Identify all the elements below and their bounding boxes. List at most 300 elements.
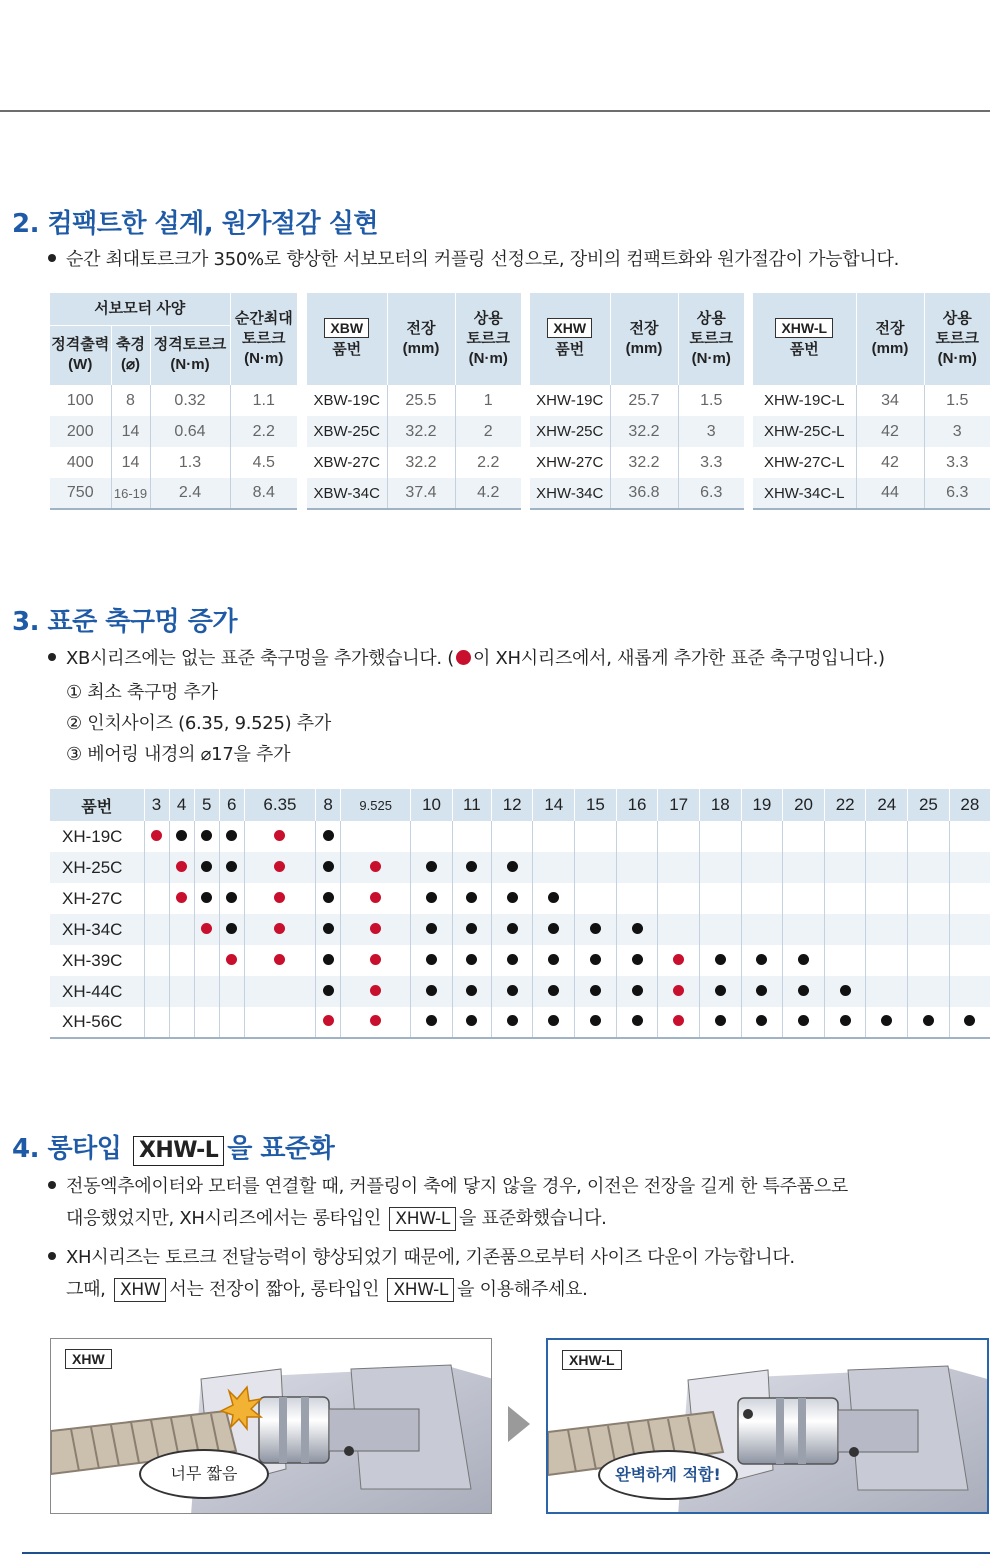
bore-cell (866, 883, 908, 914)
bore-size-header: 25 (908, 789, 950, 821)
bore-size-header: 17 (658, 789, 700, 821)
new-bore-dot-icon (274, 830, 285, 841)
xhw-illustration-panel (50, 1338, 492, 1514)
standard-bore-dot-icon (798, 985, 809, 996)
bore-cell (949, 883, 990, 914)
table-cell: 8.4 (230, 478, 297, 509)
part-number-cell: XBW-27C (307, 447, 387, 478)
standard-bore-dot-icon (715, 1015, 726, 1026)
table-cell: 200 (50, 416, 111, 447)
bore-cell (533, 945, 575, 976)
bore-cell (194, 945, 219, 976)
servo-spec-header: 서보모터 사양 (50, 293, 230, 325)
standard-bore-dot-icon (548, 892, 559, 903)
torque-cell: 3.3 (924, 447, 990, 478)
bore-cell (658, 1007, 700, 1038)
bore-size-header: 6.35 (244, 789, 315, 821)
bore-cell (616, 914, 658, 945)
table-row (50, 416, 297, 447)
new-bore-dot-icon (274, 892, 285, 903)
standard-bore-dot-icon (226, 923, 237, 934)
table-cell: 100 (50, 385, 111, 416)
standard-bore-dot-icon (548, 985, 559, 996)
bore-cell (866, 976, 908, 1007)
bore-size-header: 8 (316, 789, 341, 821)
standard-bore-dot-icon (323, 923, 334, 934)
bore-cell (616, 976, 658, 1007)
bore-size-header: 16 (616, 789, 658, 821)
bore-cell (491, 821, 533, 852)
section-3-item-1: ① 최소 축구멍 추가 (66, 682, 218, 703)
bullet-icon (48, 653, 56, 661)
bore-cell (316, 821, 341, 852)
bore-cell (866, 1007, 908, 1038)
bore-size-header: 20 (783, 789, 825, 821)
section-4-bullet-2: XH시리즈는 토르크 전달능력이 향상되었기 때문에, 기존품으로부터 사이즈 다운이 가능합니다. (48, 1243, 795, 1269)
bore-size-header: 12 (491, 789, 533, 821)
standard-bore-dot-icon (840, 985, 851, 996)
bore-cell (219, 852, 244, 883)
bore-cell (194, 821, 219, 852)
table-row (50, 821, 990, 852)
bore-cell (219, 883, 244, 914)
too-short-bubble: 너무 짧음 (139, 1449, 269, 1499)
bore-cell (741, 821, 783, 852)
bore-size-header: 22 (824, 789, 866, 821)
standard-bore-dot-icon (756, 954, 767, 965)
new-bore-dot-icon (370, 1015, 381, 1026)
bore-size-header: 15 (575, 789, 617, 821)
table-cell: 8 (111, 385, 150, 416)
bore-cell (949, 1007, 990, 1038)
bore-cell (783, 1007, 825, 1038)
table-cell: 14 (111, 447, 150, 478)
bore-cell (908, 976, 950, 1007)
section-3-title: 3. 표준 축구멍 증가 (12, 607, 237, 637)
new-bore-marker-icon (456, 650, 471, 665)
xhw-coupling-illustration (51, 1339, 492, 1514)
bore-cell (452, 976, 491, 1007)
bore-cell (144, 945, 169, 976)
bore-cell (699, 1007, 741, 1038)
bore-cell (658, 883, 700, 914)
bore-cell (411, 883, 453, 914)
table-row (50, 914, 990, 945)
standard-bore-dot-icon (881, 1015, 892, 1026)
bore-cell (866, 945, 908, 976)
new-bore-dot-icon (176, 861, 187, 872)
table-row (50, 478, 297, 509)
standard-bore-dot-icon (964, 1015, 975, 1026)
bore-cell (491, 883, 533, 914)
part-number-cell: XHW-27C-L (753, 447, 856, 478)
standard-bore-dot-icon (323, 861, 334, 872)
table-row (530, 447, 744, 478)
bore-cell (616, 883, 658, 914)
torque-cell: 1.5 (924, 385, 990, 416)
arrow-right-icon (508, 1406, 530, 1442)
new-bore-dot-icon (673, 1015, 684, 1026)
bore-cell (219, 821, 244, 852)
bore-cell (783, 852, 825, 883)
standard-bore-dot-icon (323, 985, 334, 996)
table-row (307, 416, 521, 447)
table-row (50, 883, 990, 914)
table-cell: 400 (50, 447, 111, 478)
bore-size-header: 24 (866, 789, 908, 821)
new-bore-dot-icon (673, 985, 684, 996)
table-row (50, 1007, 990, 1038)
bore-cell (575, 883, 617, 914)
bore-cell (341, 852, 411, 883)
bore-cell (949, 976, 990, 1007)
xhw-col-length: 전장 (mm) (610, 293, 678, 385)
bore-cell (699, 914, 741, 945)
table-row (530, 385, 744, 416)
xhw-table (530, 293, 744, 510)
table-row (50, 852, 990, 883)
bore-cell (491, 852, 533, 883)
bore-cell (144, 883, 169, 914)
standard-bore-dot-icon (176, 830, 187, 841)
bore-cell (144, 821, 169, 852)
table-cell: 2.2 (230, 416, 297, 447)
new-bore-dot-icon (370, 892, 381, 903)
bore-cell (452, 1007, 491, 1038)
bore-cell (341, 945, 411, 976)
table-row (307, 478, 521, 509)
xhwl-label: XHW-L (775, 318, 833, 338)
table-row (530, 478, 744, 509)
part-number-cell: XBW-25C (307, 416, 387, 447)
table-cell: 16-19 (111, 478, 150, 509)
bore-cell (244, 914, 315, 945)
bore-cell (491, 914, 533, 945)
bore-cell (491, 945, 533, 976)
standard-bore-dot-icon (798, 1015, 809, 1026)
bore-size-header: 18 (699, 789, 741, 821)
bore-cell (699, 821, 741, 852)
bore-cell (244, 852, 315, 883)
bore-cell (783, 914, 825, 945)
section-4-title: 4. 롱타입 XHW-L 을 표준화 (12, 1134, 335, 1164)
bore-cell (908, 945, 950, 976)
bore-size-header: 11 (452, 789, 491, 821)
xbw-col-part: XBW 품번 (307, 293, 387, 385)
top-rule (0, 110, 990, 112)
new-bore-dot-icon (370, 985, 381, 996)
torque-cell: 1 (455, 385, 521, 416)
table-row (530, 416, 744, 447)
table-row (307, 385, 521, 416)
torque-cell: 3 (924, 416, 990, 447)
bore-cell (194, 914, 219, 945)
standard-bore-dot-icon (590, 923, 601, 934)
standard-bore-dot-icon (426, 892, 437, 903)
table-cell: 2.4 (150, 478, 230, 509)
part-number-cell: XHW-34C (530, 478, 610, 509)
bore-size-header: 9.525 (341, 789, 411, 821)
table-cell: 1.1 (230, 385, 297, 416)
bore-cell (411, 976, 453, 1007)
bore-cell (699, 883, 741, 914)
servo-spec-table (50, 293, 297, 510)
length-cell: 37.4 (387, 478, 455, 509)
bore-cell (169, 976, 194, 1007)
bore-cell (533, 852, 575, 883)
bore-cell (144, 1007, 169, 1038)
new-bore-dot-icon (201, 923, 212, 934)
torque-cell: 6.3 (924, 478, 990, 509)
standard-bore-dot-icon (548, 954, 559, 965)
part-number-cell: XHW-25C-L (753, 416, 856, 447)
torque-cell: 2.2 (455, 447, 521, 478)
bullet-icon (48, 1252, 56, 1260)
xhw-box: XHW (114, 1278, 166, 1302)
part-number-cell: XBW-34C (307, 478, 387, 509)
bore-size-header: 19 (741, 789, 783, 821)
bore-cell (144, 976, 169, 1007)
bore-cell (341, 883, 411, 914)
standard-bore-dot-icon (466, 861, 477, 872)
bore-cell (411, 821, 453, 852)
bore-cell (949, 945, 990, 976)
bore-cell (411, 852, 453, 883)
xbw-col-torque: 상용 토르크 (N·m) (455, 293, 521, 385)
standard-bore-dot-icon (590, 985, 601, 996)
standard-bore-dot-icon (466, 985, 477, 996)
bore-row-part: XH-39C (62, 950, 123, 970)
length-cell: 25.7 (610, 385, 678, 416)
new-bore-dot-icon (673, 954, 684, 965)
standard-bore-dot-icon (466, 1015, 477, 1026)
bore-cell (949, 914, 990, 945)
standard-bore-dot-icon (226, 892, 237, 903)
xhw-panel-label: XHW (65, 1349, 112, 1369)
standard-bore-dot-icon (226, 830, 237, 841)
bore-size-header: 6 (219, 789, 244, 821)
bore-cell (491, 976, 533, 1007)
bore-cell (452, 852, 491, 883)
bore-cell (908, 914, 950, 945)
standard-bore-dot-icon (798, 954, 809, 965)
length-cell: 32.2 (387, 447, 455, 478)
xhwl-panel-label: XHW-L (562, 1350, 622, 1370)
xbw-label: XBW (324, 318, 369, 338)
bore-cell (616, 821, 658, 852)
standard-bore-dot-icon (507, 923, 518, 934)
bore-cell (194, 976, 219, 1007)
new-bore-dot-icon (323, 1015, 334, 1026)
torque-cell: 3.3 (678, 447, 744, 478)
xhw-l-box: XHW-L (387, 1278, 454, 1302)
section-3-item-3: ③ 베어링 내경의 ⌀17을 추가 (66, 744, 291, 765)
bore-cell (908, 883, 950, 914)
standard-bore-dot-icon (548, 1015, 559, 1026)
bore-cell (949, 852, 990, 883)
bore-size-header: 3 (144, 789, 169, 821)
bore-row-part: XH-34C (50, 914, 144, 945)
bore-cell (824, 852, 866, 883)
bore-cell (866, 821, 908, 852)
bore-cell (741, 1007, 783, 1038)
bore-cell (741, 883, 783, 914)
bore-cell (575, 821, 617, 852)
bore-cell (741, 945, 783, 976)
bore-cell (699, 852, 741, 883)
bore-cell (169, 1007, 194, 1038)
bore-cell (219, 976, 244, 1007)
bore-cell (575, 945, 617, 976)
torque-cell: 4.2 (455, 478, 521, 509)
section-3-bullet: XB시리즈에는 없는 표준 축구멍을 추가했습니다. ( 이 XH시리즈에서, 새롭게 추가한 표준 축구멍입니다.) (48, 644, 885, 670)
bore-cell (219, 945, 244, 976)
section-4-bullet-1-line-2: 대응했었지만, XH시리즈에서는 롱타입인 XHW-L 을 표준화했습니다. (66, 1208, 607, 1229)
bore-cell (169, 821, 194, 852)
new-bore-dot-icon (226, 954, 237, 965)
bore-size-header: 4 (169, 789, 194, 821)
bore-cell (824, 914, 866, 945)
standard-bore-dot-icon (201, 861, 212, 872)
bore-cell (316, 1007, 341, 1038)
bore-cell (783, 976, 825, 1007)
xhw-col-part: XHW 품번 (530, 293, 610, 385)
bore-cell (533, 883, 575, 914)
bore-cell (411, 914, 453, 945)
bore-cell (452, 914, 491, 945)
bore-size-header: 5 (194, 789, 219, 821)
length-cell: 32.2 (387, 416, 455, 447)
standard-bore-dot-icon (226, 861, 237, 872)
bore-cell (316, 852, 341, 883)
length-cell: 42 (856, 447, 924, 478)
bullet-icon (48, 1181, 56, 1189)
standard-bore-dot-icon (426, 1015, 437, 1026)
col-peak-torque: 순간최대 토르크 (N·m) (230, 293, 297, 385)
standard-bore-dot-icon (201, 830, 212, 841)
new-bore-dot-icon (370, 954, 381, 965)
bore-cell (783, 821, 825, 852)
bore-cell (169, 914, 194, 945)
bore-cell (824, 945, 866, 976)
bore-row-part: XH-19C (62, 826, 123, 846)
bore-cell (741, 852, 783, 883)
standard-bore-dot-icon (840, 1015, 851, 1026)
bore-cell (824, 1007, 866, 1038)
xhw-l-box: XHW-L (389, 1207, 456, 1231)
new-bore-dot-icon (274, 923, 285, 934)
bore-cell (533, 914, 575, 945)
part-number-cell: XBW-19C (307, 385, 387, 416)
bore-cell (949, 821, 990, 852)
bore-cell (533, 821, 575, 852)
part-number-cell: XHW-27C (530, 447, 610, 478)
bore-cell (244, 821, 315, 852)
length-cell: 36.8 (610, 478, 678, 509)
table-row (753, 478, 990, 509)
table-row (50, 385, 297, 416)
standard-bore-dot-icon (466, 892, 477, 903)
table-row (50, 945, 990, 976)
torque-cell: 1.5 (678, 385, 744, 416)
bullet-icon (48, 254, 56, 262)
length-cell: 42 (856, 416, 924, 447)
new-bore-dot-icon (151, 830, 162, 841)
bore-col-part: 품번 (50, 789, 144, 821)
bore-cell (219, 914, 244, 945)
part-number-cell: XHW-34C-L (753, 478, 856, 509)
new-bore-dot-icon (274, 954, 285, 965)
bore-cell (616, 945, 658, 976)
bore-row-part: XH-44C (50, 976, 144, 1007)
table-row (307, 447, 521, 478)
bore-cell (219, 1007, 244, 1038)
bore-cell (194, 883, 219, 914)
bore-cell (194, 852, 219, 883)
standard-bore-dot-icon (507, 985, 518, 996)
standard-bore-dot-icon (507, 954, 518, 965)
table-cell: 4.5 (230, 447, 297, 478)
bore-cell (144, 852, 169, 883)
bore-row-part: XH-27C (62, 888, 123, 908)
bore-cell (575, 852, 617, 883)
new-bore-dot-icon (370, 923, 381, 934)
xhwl-illustration-panel (546, 1338, 989, 1514)
bore-cell (699, 976, 741, 1007)
new-bore-dot-icon (176, 892, 187, 903)
section-3-item-2: ② 인치사이즈 (6.35, 9.525) 추가 (66, 713, 331, 734)
standard-bore-dot-icon (632, 923, 643, 934)
bore-cell (169, 945, 194, 976)
bore-cell (699, 945, 741, 976)
bore-cell (452, 883, 491, 914)
bore-size-header: 14 (533, 789, 575, 821)
bore-cell (533, 1007, 575, 1038)
bore-cell (169, 852, 194, 883)
bore-cell (341, 1007, 411, 1038)
part-number-cell: XHW-19C (530, 385, 610, 416)
standard-bore-dot-icon (466, 954, 477, 965)
table-row (50, 447, 297, 478)
standard-bore-dot-icon (632, 954, 643, 965)
bore-cell (341, 914, 411, 945)
standard-bore-dot-icon (507, 892, 518, 903)
bore-cell (658, 945, 700, 976)
bore-cell (244, 976, 315, 1007)
standard-bore-dot-icon (715, 954, 726, 965)
xbw-col-length: 전장 (mm) (387, 293, 455, 385)
xbw-table (307, 293, 521, 510)
new-bore-dot-icon (370, 861, 381, 872)
table-cell: 0.32 (150, 385, 230, 416)
standard-bore-dot-icon (507, 1015, 518, 1026)
length-cell: 32.2 (610, 416, 678, 447)
bore-cell (824, 883, 866, 914)
table-cell: 0.64 (150, 416, 230, 447)
bore-cell (341, 976, 411, 1007)
table-row (753, 385, 990, 416)
bore-cell (866, 914, 908, 945)
perfect-fit-bubble: 완벽하게 적합! (598, 1450, 738, 1500)
col-rated-torque: 정격토르크 (N·m) (150, 325, 230, 385)
bore-cell (452, 945, 491, 976)
standard-bore-dot-icon (426, 861, 437, 872)
bore-cell (244, 945, 315, 976)
bore-cell (616, 1007, 658, 1038)
bore-cell (575, 914, 617, 945)
bottom-rule (22, 1552, 990, 1554)
bore-cell (616, 852, 658, 883)
